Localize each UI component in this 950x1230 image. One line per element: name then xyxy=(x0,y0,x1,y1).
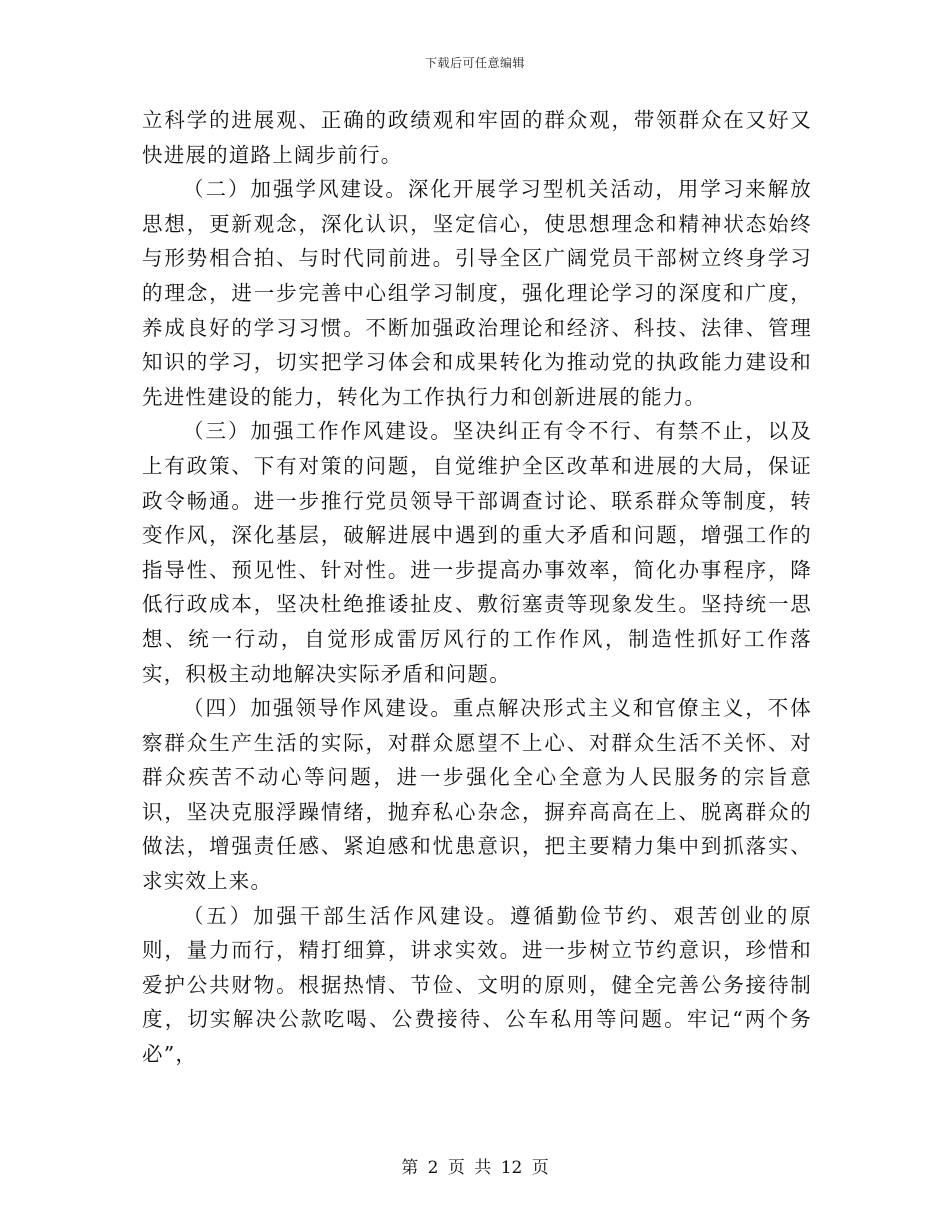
document-body xyxy=(142,103,812,1072)
paragraph-life-style: （五）加强干部生活作风建设。遵循勤俭节约、艰苦创业的原则，量力而行，精打细算，讲求实效。进一步树立节约意识，珍惜和爱护公共财物。根据热情、节俭、文明的原则，健全完善公务接待制度，切实解决公款吃喝、公费接待、公车私用等问题。牢记“两个务必”， xyxy=(142,903,812,1067)
page-header: 下载后可任意编辑 xyxy=(424,56,525,70)
paragraph-continuation: 立科学的进展观、正确的政绩观和牢固的群众观，带领群众在又好又快进展的道路上阔步前行。 xyxy=(142,108,812,167)
paragraph-work-style: （三）加强工作作风建设。坚决纠正有令不行、有禁不止，以及上有政策、下有对策的问题，自觉维护全区改革和进展的大局，保证政令畅通。进一步推行党员领导干部调查讨论、联系群众等制度，转变作风，深化基层，破解进展中遇到的重大矛盾和问题，增强工作的指导性、预见性、针对性。进一步提高办事效率，简化办事程序，降低行政成本，坚决杜绝推诿扯皮、敷衍塞责等现象发生。坚持统一思想、统一行动，自觉形成雷厉风行的工作作风，制造性抓好工作落实，积极主动地解决实际矛盾和问题。 xyxy=(142,419,812,686)
paragraph-leadership-style: （四）加强领导作风建设。重点解决形式主义和官僚主义，不体察群众生产生活的实际，对群众愿望不上心、对群众生活不关怀、对群众疾苦不动心等问题，进一步强化全心全意为人民服务的宗旨意识，坚决克服浮躁情绪，抛弃私心杂念，摒弃高高在上、脱离群众的做法，增强责任感、紧迫感和忧患意识，把主要精力集中到抓落实、求实效上来。 xyxy=(142,696,812,894)
paragraph-study-style: （二）加强学风建设。深化开展学习型机关活动，用学习来解放思想，更新观念，深化认识，坚定信心，使思想理念和精神状态始终与形势相合拍、与时代同前进。引导全区广阔党员干部树立终身学习的理念，进一步完善中心组学习制度，强化理论学习的深度和广度，养成良好的学习习惯。不断加强政治理论和经济、科技、法律、管理知识的学习，切实把学习体会和成果转化为推动党的执政能力建设和先进性建设的能力，转化为工作执行力和创新进展的能力。 xyxy=(142,177,812,409)
page-footer: 第 2 页 共 12 页 xyxy=(401,1158,549,1178)
